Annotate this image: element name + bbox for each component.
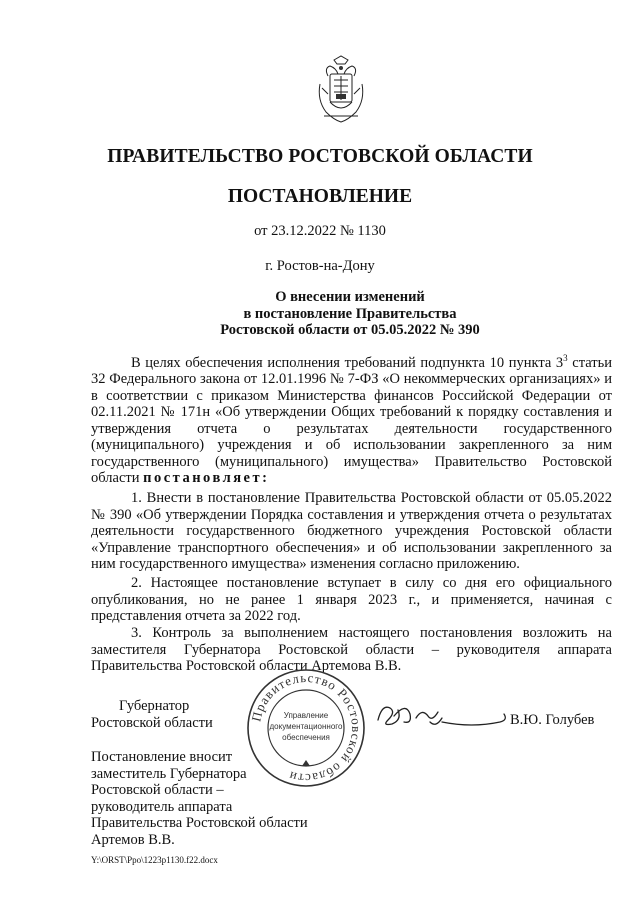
date-and-number: от 23.12.2022 № 1130 <box>254 223 386 239</box>
stamp-ring-text: Правительство Ростовской области <box>248 669 365 787</box>
preamble-text-a: В целях обеспечения исполнения требований подпункта 10 пункта 3 <box>131 354 564 371</box>
introduced-by-line-2: заместитель Губернатора <box>91 765 247 782</box>
decree-word: постановляет: <box>143 470 270 487</box>
file-path: Y:\ORST\Ppo\1223p1130.f22.docx <box>91 855 218 865</box>
handwritten-signature <box>372 698 512 732</box>
stamp-center-line-1: Управление <box>283 711 329 720</box>
subject-line-2: в постановление Правительства <box>243 305 457 322</box>
signatory-title-line-2: Ростовской области <box>91 714 213 731</box>
subject-line-1: О внесении изменений <box>275 289 425 305</box>
signatory-name: В.Ю. Голубев <box>510 712 595 728</box>
coat-of-arms-icon <box>314 54 368 126</box>
signatory-title <box>91 698 213 731</box>
organization-title: ПРАВИТЕЛЬСТВО РОСТОВСКОЙ ОБЛАСТИ <box>107 146 533 167</box>
subject-line-3: Ростовской области от 05.05.2022 № 390 <box>220 322 480 338</box>
introduced-by-line-6: Артемов В.В. <box>91 831 175 848</box>
city: г. Ростов-на-Дону <box>265 258 375 274</box>
signatory-title-line-1: Губернатор <box>119 698 190 714</box>
stamp-center-line-3: обеспечения <box>282 733 330 742</box>
item-1: 1. Внести в постановление Правительства Ростовской области от 05.05.2022 № 390 «Об утверждении Порядка составления и утверждения отчета о результатах деятельности государственного бюджетного учреждения Ростовской области «Управление транспортного обеспечения» и об использовании закрепленного за ним государственного имущества» изменения согласно приложению. <box>91 490 612 572</box>
introduced-by-line-1: Постановление вносит <box>91 749 233 765</box>
item-2: 2. Настоящее постановление вступает в силу со дня его официального опубликования, но не ранее 1 января 2023 г., и применяется, начиная с представления отчета за 2022 год. <box>91 575 612 624</box>
introduced-by-line-5: Правительства Ростовской области <box>91 815 308 831</box>
document-subject <box>150 289 550 339</box>
stamp-center-line-2: документационного <box>269 722 343 731</box>
document-type: ПОСТАНОВЛЕНИЕ <box>227 186 413 207</box>
introduced-by-line-4: руководитель аппарата <box>91 798 233 815</box>
preamble-paragraph <box>91 350 612 487</box>
preamble-superscript: 3 <box>563 353 568 363</box>
item-3: 3. Контроль за выполнением настоящего постановления возложить на заместителя Губернатора Ростовской области – руководителя аппарата Правительства Ростовской области Артемова В.В. <box>91 625 612 674</box>
introduced-by-line-3: Ростовской области – <box>91 782 224 798</box>
introduced-by <box>91 749 308 848</box>
preamble-text-b: статьи 32 Федерального закона от 12.01.1996 № 7-ФЗ «О некоммерческих организациях» и в соответствии с приказом Министерства финансов Российской Федерации от 02.11.2021 № 171н «Об утверждении Общих требований к порядку составления и утверждения отчета о результатах деятельности государственного (муниципального) учреждения и об использовании закрепленного за ним государственного (муниципального) имущества» Правительство Ростовской области <box>91 354 612 487</box>
